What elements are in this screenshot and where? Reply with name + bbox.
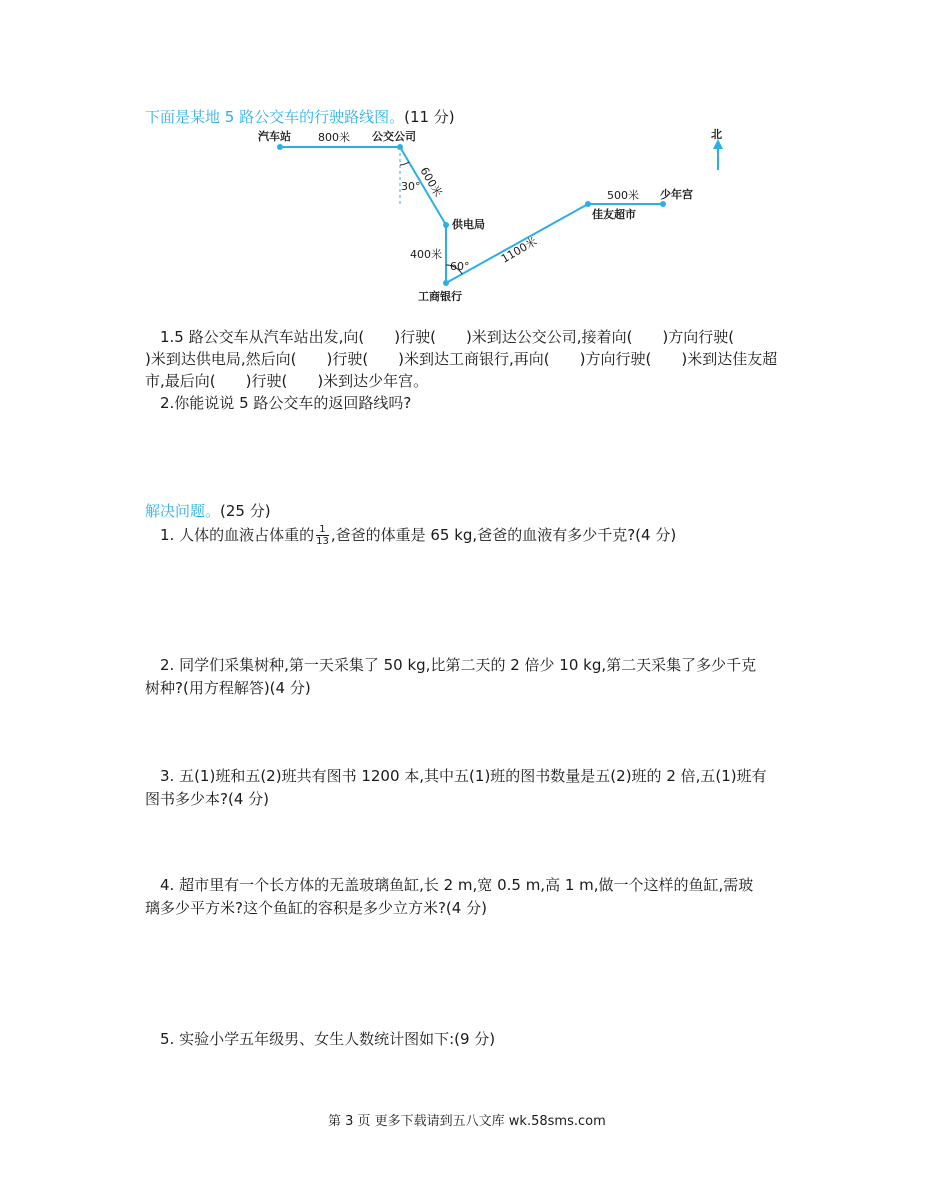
distance-1100: 1100米 [499,234,540,266]
angle-arc-30 [400,162,409,165]
distance-400: 400米 [410,248,442,261]
problem-3-line-1: 3. 五(1)班和五(2)班共有图书 1200 本,其中五(1)班的图书数量是五(2)班的 2 倍,五(1)班有 [160,767,767,785]
distance-600: 600米 [417,165,445,200]
point-power-bureau [443,222,449,228]
distance-800: 800米 [318,131,350,144]
page-footer: 第 3 页 更多下载请到五八文库 wk.58sms.com [328,1114,606,1129]
angle-60-label: 60° [450,260,470,273]
q1-line-2: )米到达供电局,然后向( )行驶( )米到达工商银行,再向( )方向行驶( )米到达佳友超 [145,350,778,368]
section-title: 解决问题。 [145,502,221,520]
problem-1 [160,524,676,547]
distance-500: 500米 [607,189,639,202]
problem-2-line-1: 2. 同学们采集树种,第一天采集了 50 kg,比第二天的 2 倍少 10 kg,第二天采集了多少千克 [160,656,757,674]
bus-route-map [0,0,950,320]
angle-30-label: 30° [401,180,421,193]
q1-line-1: 1.5 路公交车从汽车站出发,向( )行驶( )米到达公交公司,接着向( )方向行驶( [160,328,735,346]
point-jiayou-market [585,201,591,207]
label-jiayou-market: 佳友超市 [592,208,636,221]
problem-1-pre: 1. 人体的血液占体重的 [160,526,315,544]
label-power-bureau: 供电局 [452,218,485,231]
label-youth-palace: 少年宫 [660,188,693,201]
label-bus-company: 公交公司 [372,130,416,143]
fraction-one-thirteenth [316,524,329,547]
section-title: 下面是某地 5 路公交车的行驶路线图。 [145,108,405,126]
problem-3-line-2: 图书多少本?(4 分) [145,790,269,808]
problem-1-post: ,爸爸的体重是 65 kg,爸爸的血液有多少千克?(4 分) [330,526,677,544]
label-icbc: 工商银行 [418,290,462,303]
section-score: (11 分) [404,108,455,126]
section-score: (25 分) [220,502,271,520]
point-youth-palace [660,201,666,207]
fraction-denominator: 13 [316,536,329,547]
label-bus-station: 汽车站 [258,130,291,143]
label-north: 北 [711,128,722,141]
problem-4-line-2: 璃多少平方米?这个鱼缸的容积是多少立方米?(4 分) [145,899,487,917]
fraction-numerator: 1 [316,524,329,536]
q2-text: 2.你能说说 5 路公交车的返回路线吗? [160,394,412,412]
problem-4-line-1: 4. 超市里有一个长方体的无盖玻璃鱼缸,长 2 m,宽 0.5 m,高 1 m,做一个这样的鱼缸,需玻 [160,876,754,894]
problem-5: 5. 实验小学五年级男、女生人数统计图如下:(9 分) [160,1030,496,1048]
point-bus-company [397,144,403,150]
point-icbc [443,280,449,286]
problem-2-line-2: 树种?(用方程解答)(4 分) [145,679,311,697]
q1-line-3: 市,最后向( )行驶( )米到达少年宫。 [145,372,429,390]
point-bus-station [277,144,283,150]
section-heading-problems [145,500,271,521]
